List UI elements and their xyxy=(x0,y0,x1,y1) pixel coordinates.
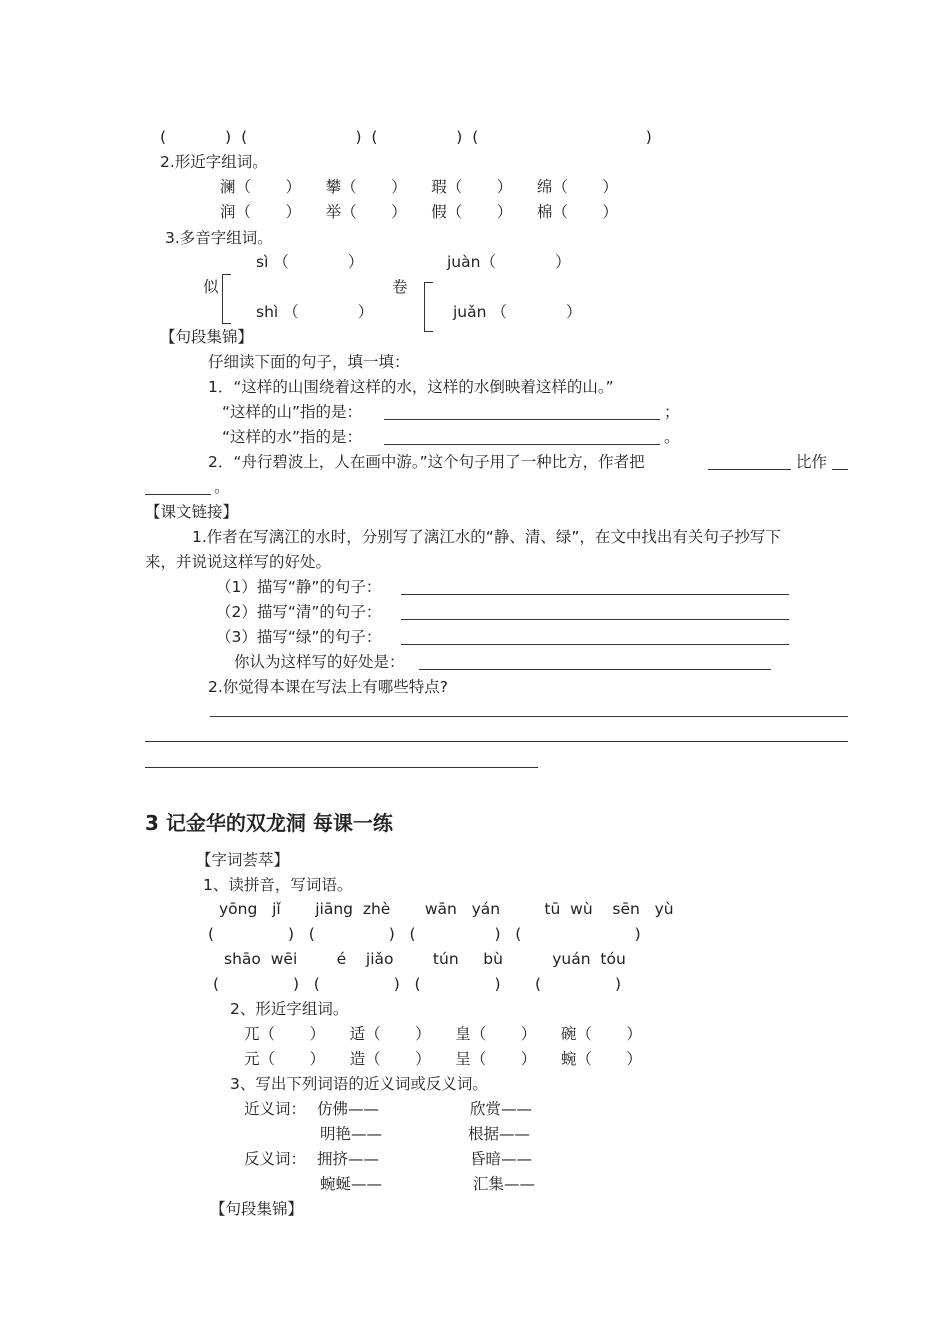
sentence-1a-blank[interactable] xyxy=(384,419,660,420)
link-q1-b-blank[interactable] xyxy=(401,619,789,620)
sentence-2-blank-b[interactable] xyxy=(832,469,848,470)
vocab-header: 【字词荟萃】 xyxy=(196,851,290,869)
q2-row2: 润（ ） 举（ ） 假（ ） 棉（ ） xyxy=(220,203,618,221)
answer-line-3[interactable] xyxy=(145,767,538,768)
answer-line-1[interactable] xyxy=(210,716,848,717)
sentence-2-blank-a[interactable] xyxy=(708,469,791,470)
poly2-bottom: juǎn （ ） xyxy=(453,303,582,321)
link-q1-line2: 来，并说说这样写的好处。 xyxy=(145,553,332,571)
synonym-4: 根据—— xyxy=(468,1125,531,1143)
link-q1-d: 你认为这样写的好处是： xyxy=(234,653,405,671)
sentence-1a-end: ； xyxy=(664,403,680,421)
q2-row1: 澜（ ） 攀（ ） 瑕（ ） 绵（ ） xyxy=(220,178,618,196)
sentence-2-mid: 比作 xyxy=(796,453,828,471)
poly2-char: 卷 xyxy=(392,278,408,296)
antonym-2: 昏暗—— xyxy=(470,1150,533,1168)
parens-row2: ( ) ( ) ( ) ( ) xyxy=(213,975,622,993)
link-q1-b: （2）描写“清”的句子： xyxy=(216,603,382,621)
sentence-1b-end: 。 xyxy=(664,428,680,446)
antonym-label: 反义词： xyxy=(244,1150,307,1168)
vocab-q2-row1: 兀（ ） 适（ ） 皇（ ） 碗（ ） xyxy=(244,1025,642,1043)
link-q1-a: （1）描写“静”的句子： xyxy=(216,578,382,596)
parens-row1: ( ) ( ) ( ) ( ) xyxy=(208,925,641,943)
sentence-1b-blank[interactable] xyxy=(384,444,660,445)
pinyin-row1: yōng jǐ jiāng zhè wān yán tū wù sēn yù xyxy=(219,900,674,918)
poly1-bottom: shì （ ） xyxy=(256,303,374,321)
synonym-3: 明艳—— xyxy=(320,1125,383,1143)
sentence-1b-label: “这样的水”指的是： xyxy=(222,428,363,446)
vocab-q2: 2、形近字组词。 xyxy=(230,1000,349,1018)
brace-left xyxy=(222,274,231,324)
antonym-1: 拥挤—— xyxy=(317,1150,380,1168)
sentence-header: 【句段集锦】 xyxy=(160,328,254,346)
poly1-top: sì （ ） xyxy=(256,253,364,271)
poly1-char: 似 xyxy=(203,278,219,296)
sentence-intro: 仔细读下面的句子，填一填： xyxy=(208,353,410,371)
sentence-2-blank-c[interactable] xyxy=(145,494,211,495)
sentence-2-start: 2．“舟行碧波上，人在画中游。”这个句子用了一种比方，作者把 xyxy=(208,453,645,471)
q3-title: 3.多音字组词。 xyxy=(165,229,273,247)
poly2-top: juàn（ ） xyxy=(447,253,571,271)
vocab-q1: 1、读拼音，写词语。 xyxy=(203,876,353,894)
synonym-label: 近义词： xyxy=(244,1100,307,1118)
brace-right xyxy=(424,282,433,332)
link-q2: 2.你觉得本课在写法上有哪些特点? xyxy=(208,678,449,696)
paren-row: ( ) ( ) ( ) ( ) xyxy=(160,128,652,146)
pinyin-row2: shāo wēi é jiǎo tún bù yuán tóu xyxy=(224,950,626,968)
link-q1-c-blank[interactable] xyxy=(401,644,789,645)
synonym-2: 欣赏—— xyxy=(470,1100,533,1118)
link-q1-line1: 1.作者在写漓江的水时，分别写了漓江水的“静、清、绿”，在文中找出有关句子抄写下 xyxy=(192,528,781,546)
antonym-3: 蜿蜒—— xyxy=(320,1175,383,1193)
link-q1-a-blank[interactable] xyxy=(401,594,789,595)
antonym-4: 汇集—— xyxy=(473,1175,536,1193)
sentence-1a-label: “这样的山”指的是： xyxy=(222,403,363,421)
sentence-1: 1．“这样的山围绕着这样的水，这样的水倒映着这样的山。” xyxy=(208,378,614,396)
vocab-q3: 3、写出下列词语的近义词或反义词。 xyxy=(230,1075,488,1093)
synonym-1: 仿佛—— xyxy=(317,1100,380,1118)
lesson-title: 3 记金华的双龙洞 每课一练 xyxy=(145,811,393,835)
answer-line-2[interactable] xyxy=(145,741,848,742)
q2-title: 2.形近字组词。 xyxy=(160,153,268,171)
sentence-2-end: 。 xyxy=(214,478,230,496)
link-q1-d-blank[interactable] xyxy=(419,669,771,670)
link-q1-c: （3）描写“绿”的句子： xyxy=(216,628,382,646)
footer-header: 【句段集锦】 xyxy=(210,1200,304,1218)
link-header: 【课文链接】 xyxy=(145,503,239,521)
vocab-q2-row2: 元（ ） 造（ ） 呈（ ） 蜿（ ） xyxy=(244,1050,642,1068)
